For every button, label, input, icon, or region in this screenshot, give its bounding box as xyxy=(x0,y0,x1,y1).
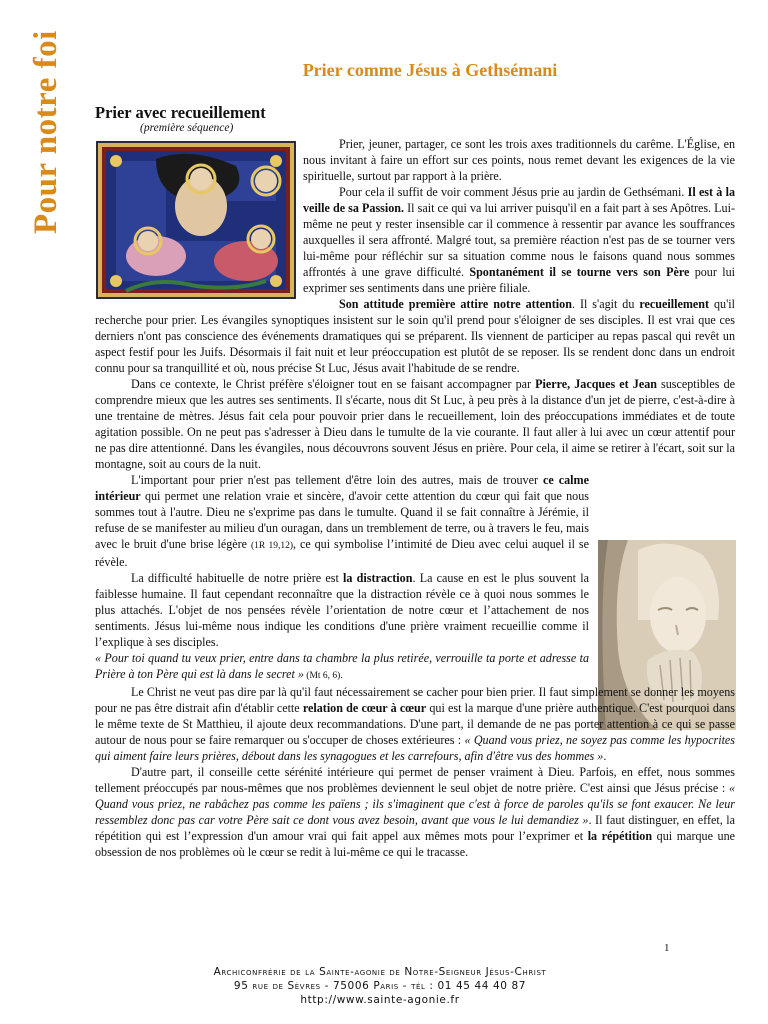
paragraph-7: Le Christ ne veut pas dire par là qu'il faut nécessairement se cacher pour bien prier. Il faut simplement se donner les moyens pour ne pas être distrait afin d'établir cette relation de cœur à cœur qui est la marque d'une prière authentique. C'est pourquoi dans le même texte de St Matthieu, il ajoute deux recommandations. D'une part, il demande de ne pas porter attention à ce qui se passe autour de nous pour se faire remarquer ou s'occuper de choses extérieures : « Quand vous priez, ne soyez pas comme les hypocrites qui aiment faire leurs prières, débout dans les synagogues et les carrefours, afin d'être vus des hommes ». xyxy=(95,685,735,763)
footer-organization: Archiconfrérie de la Sainte-agonie de Notre-Seigneur Jésus-Christ xyxy=(213,966,547,978)
paragraph-8: D'autre part, il conseille cette sérénité intérieure qui permet de penser vraiment à Dieu. Parfois, en effet, nous sommes tellement préoccupés par nous-mêmes que nos problèmes deviennent le seul objet de notre prière. C'est ainsi que Jésus précise : « Quand vous priez, ne rabâchez pas comme les païens ; ils s'imaginent que c'est à force de paroles qu'ils se font exaucer. Ne leur ressemblez donc pas car votre Père sait ce dont vous avez besoin, avant que vous le lui demandiez ». Il faut distinguer, en effet, la répétition qui est l’expression d'un amour vrai qui fait appel aux mêmes mots pour l’exprimer et la répétition qui marque une obsession de nos problèmes où le cœur se redit à lui-même ce qui le tracasse. xyxy=(95,765,736,859)
section-heading: Prier avec recueillement xyxy=(95,103,266,122)
sidebar-title xyxy=(24,30,84,236)
footer-address: 95 rue de Sèvres - 75006 Paris - tél : 01 45 44 40 87 xyxy=(233,980,527,992)
paragraph-4: Dans ce contexte, le Christ préfère s'éloigner tout en se faisant accompagner par Pierre, Jacques et Jean susceptibles de comprendre mieux que les autres ses sentiments. Il s'écarte, nous dit St Luc, à peu près à la distance d'un jet de pierre, c'est-à-dire à une trentaine de mètres. Jésus fait cela pour pouvoir prier dans le recueillement, loin des préoccupations immédiates et de toute agitation possible. On ne peut pas s'adresser à Dieu dans le tumulte de la vie courante. Il faut aller à lui avec un cœur attentif pour ne pas dire attentionné. Dans les évangiles, nous découvrons souvent Jésus en prière. Pour cela, il aime se retirer à l'écart, soit sur la montagne, soit au cours de la nuit. xyxy=(95,377,735,471)
section-subheading: (première séquence) xyxy=(140,122,234,134)
footer xyxy=(130,965,630,1007)
paragraph-5: L'important pour prier n'est pas tellement d'être loin des autres, mais de trouver ce calme intérieur qui permet une relation vraie et sincère, d'avoir cette attention du cœur qui fait que nous sommes tout à l'autre. Dieu ne s'exprime pas dans le tumulte. Quand il se fait connaître à Jérémie, il refuse de se manifester au milieu d'un ouragan, dans un tremblement de terre, ou à travers le feu, mais avec le bruit d'une brise légère (1R 19,12), ce qui symbolise l’intimité de Dieu avec celui auquel il se révèle. xyxy=(95,473,590,569)
paragraph-2: Pour cela il suffit de voir comment Jésus prie au jardin de Gethsémani. Il est à la veille de sa Passion. Il sait ce qui va lui arriver puisqu'il en a fait part à ses Apôtres. Lui-même ne peut y rester insensible car il commence à ressentir par avance les souffrances auxquelles il sera affronté. Malgré tout, sa première réaction n'est pas de se tourner vers lui-même pour réfléchir sur sa situation comme nous le faisons quand nous sommes affrontés à une grave difficulté. Spontanément il se tourne vers son Père pour lui exprimer ses sentiments dans une prière filiale. xyxy=(303,185,735,295)
article-body xyxy=(95,136,735,860)
sidebar-title-text: Pour notre foi xyxy=(28,30,64,234)
paragraph-3: Son attitude première attire notre attention. Il s'agit du recueillement qu'il recherche pour prier. Les évangiles synoptiques insistent sur le soin qu'il prend pour s'éloigner de ses disciples. Il est vrai que ces derniers n'ont pas conscience des événements dramatiques qui se préparent. Ils viennent de participer au repas pascal qui revêt un aspect festif pour les Juifs. Désormais il fait nuit et leur préoccupation est plutôt de se reposer. Ils se rendent donc dans un endroit connu pour sa tranquillité et où, nous précise St Luc, Jésus avait l'habitude de se rendre. xyxy=(95,297,735,375)
page-title: Prier comme Jésus à Gethsémani xyxy=(302,60,558,80)
illustration-spacer xyxy=(95,136,303,300)
statue-spacer xyxy=(589,476,735,672)
page-number: 1 xyxy=(664,942,670,954)
paragraph-6: La difficulté habituelle de notre prière est la distraction. La cause en est le plus souvent la faiblesse humaine. Il faut cependant reconnaître que la distraction révèle ce à quoi nous sommes le plus attachés. L'objet de nos pensées révèle l’orientation de notre cœur et l’attachement de nos sentiments. Jésus lui-même nous indique les conditions d'une prière vraiment recueillie comme il l’explique à ses disciples. xyxy=(95,571,589,649)
footer-website: http://www.sainte-agonie.fr xyxy=(300,994,460,1006)
quote-matthew-6-6: « Pour toi quand tu veux prier, entre dans ta chambre la plus retirée, verrouille ta porte et adresse ta Prière à ton Père qui est là dans le secret » (Mt 6, 6). xyxy=(95,651,589,681)
paragraph-1: Prier, jeuner, partager, ce sont les trois axes traditionnels du carême. L'Église, en nous invitant à faire un effort sur ces points, nous remet devant les exigences de la vie spirituelle, surtout par rapport à la prière. xyxy=(303,137,735,183)
